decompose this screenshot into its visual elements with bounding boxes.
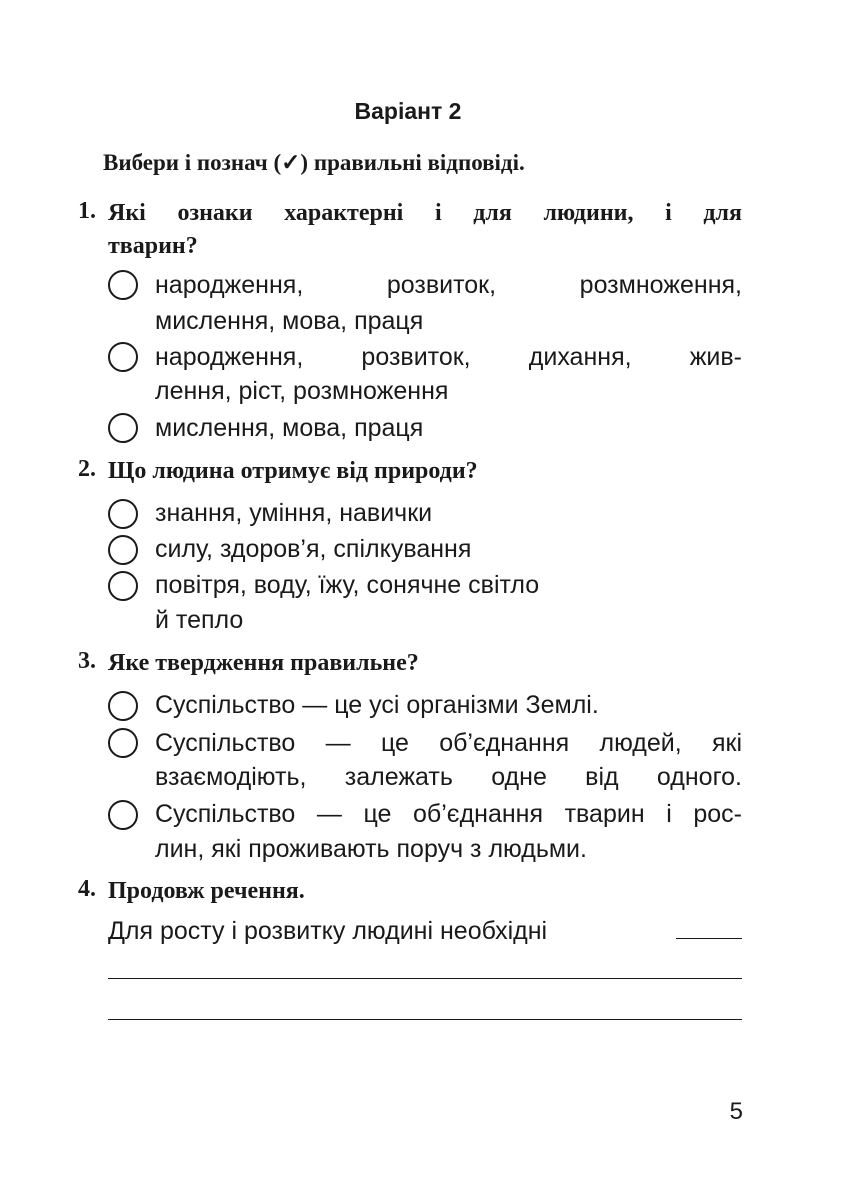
question-text: Продовж речення.	[108, 878, 305, 904]
answer-option-cont: лин, які проживають поруч з людьми.	[155, 835, 587, 863]
question-number: 3.	[78, 648, 96, 674]
question-text: Що людина отримує від природи?	[108, 458, 478, 484]
question-number: 4.	[78, 876, 96, 902]
sentence-prompt: Для росту і розвитку людині необхідні	[108, 917, 548, 945]
answer-radio[interactable]	[108, 413, 138, 443]
answer-option-cont: взаємодіють, залежать одне від одного.	[155, 763, 742, 791]
answer-option: мислення, мова, праця	[155, 414, 424, 442]
page-number: 5	[729, 1098, 743, 1125]
question-number: 1.	[78, 198, 96, 224]
question-text-cont: тварин?	[108, 233, 198, 259]
answer-radio[interactable]	[108, 342, 138, 372]
answer-option: силу, здоров’я, спілкування	[155, 535, 472, 563]
answer-option-cont: мислення, мова, праця	[155, 307, 424, 335]
answer-option: народження, розвиток, дихання, жив-	[155, 343, 742, 371]
answer-radio[interactable]	[108, 691, 138, 721]
answer-line[interactable]	[108, 978, 742, 979]
answer-radio[interactable]	[108, 571, 138, 601]
answer-radio[interactable]	[108, 499, 138, 529]
answer-line[interactable]	[108, 1019, 742, 1020]
question-number: 2.	[78, 456, 96, 482]
answer-radio[interactable]	[108, 728, 138, 758]
variant-title: Варіант 2	[354, 98, 462, 124]
answer-radio[interactable]	[108, 270, 138, 300]
answer-option: народження, розвиток, розмноження,	[155, 271, 742, 299]
answer-option: Суспільство — це об’єднання людей, які	[155, 729, 742, 757]
answer-line[interactable]	[676, 938, 742, 939]
answer-option: знання, уміння, навички	[155, 499, 433, 527]
question-text: Які ознаки характерні і для людини, і для	[108, 200, 742, 226]
answer-option: Суспільство — це усі організми Землі.	[155, 691, 599, 719]
instruction-text: Вибери і познач (✓) правильні відповіді.	[103, 150, 525, 175]
answer-option-cont: лення, ріст, розмноження	[155, 377, 449, 405]
answer-option: Суспільство — це об’єднання тварин і рос-	[155, 800, 742, 828]
answer-radio[interactable]	[108, 800, 138, 830]
answer-option: повітря, воду, їжу, сонячне світло	[155, 571, 540, 599]
answer-option-cont: й тепло	[155, 606, 244, 634]
question-text: Яке твердження правильне?	[108, 650, 419, 676]
answer-radio[interactable]	[108, 535, 138, 565]
